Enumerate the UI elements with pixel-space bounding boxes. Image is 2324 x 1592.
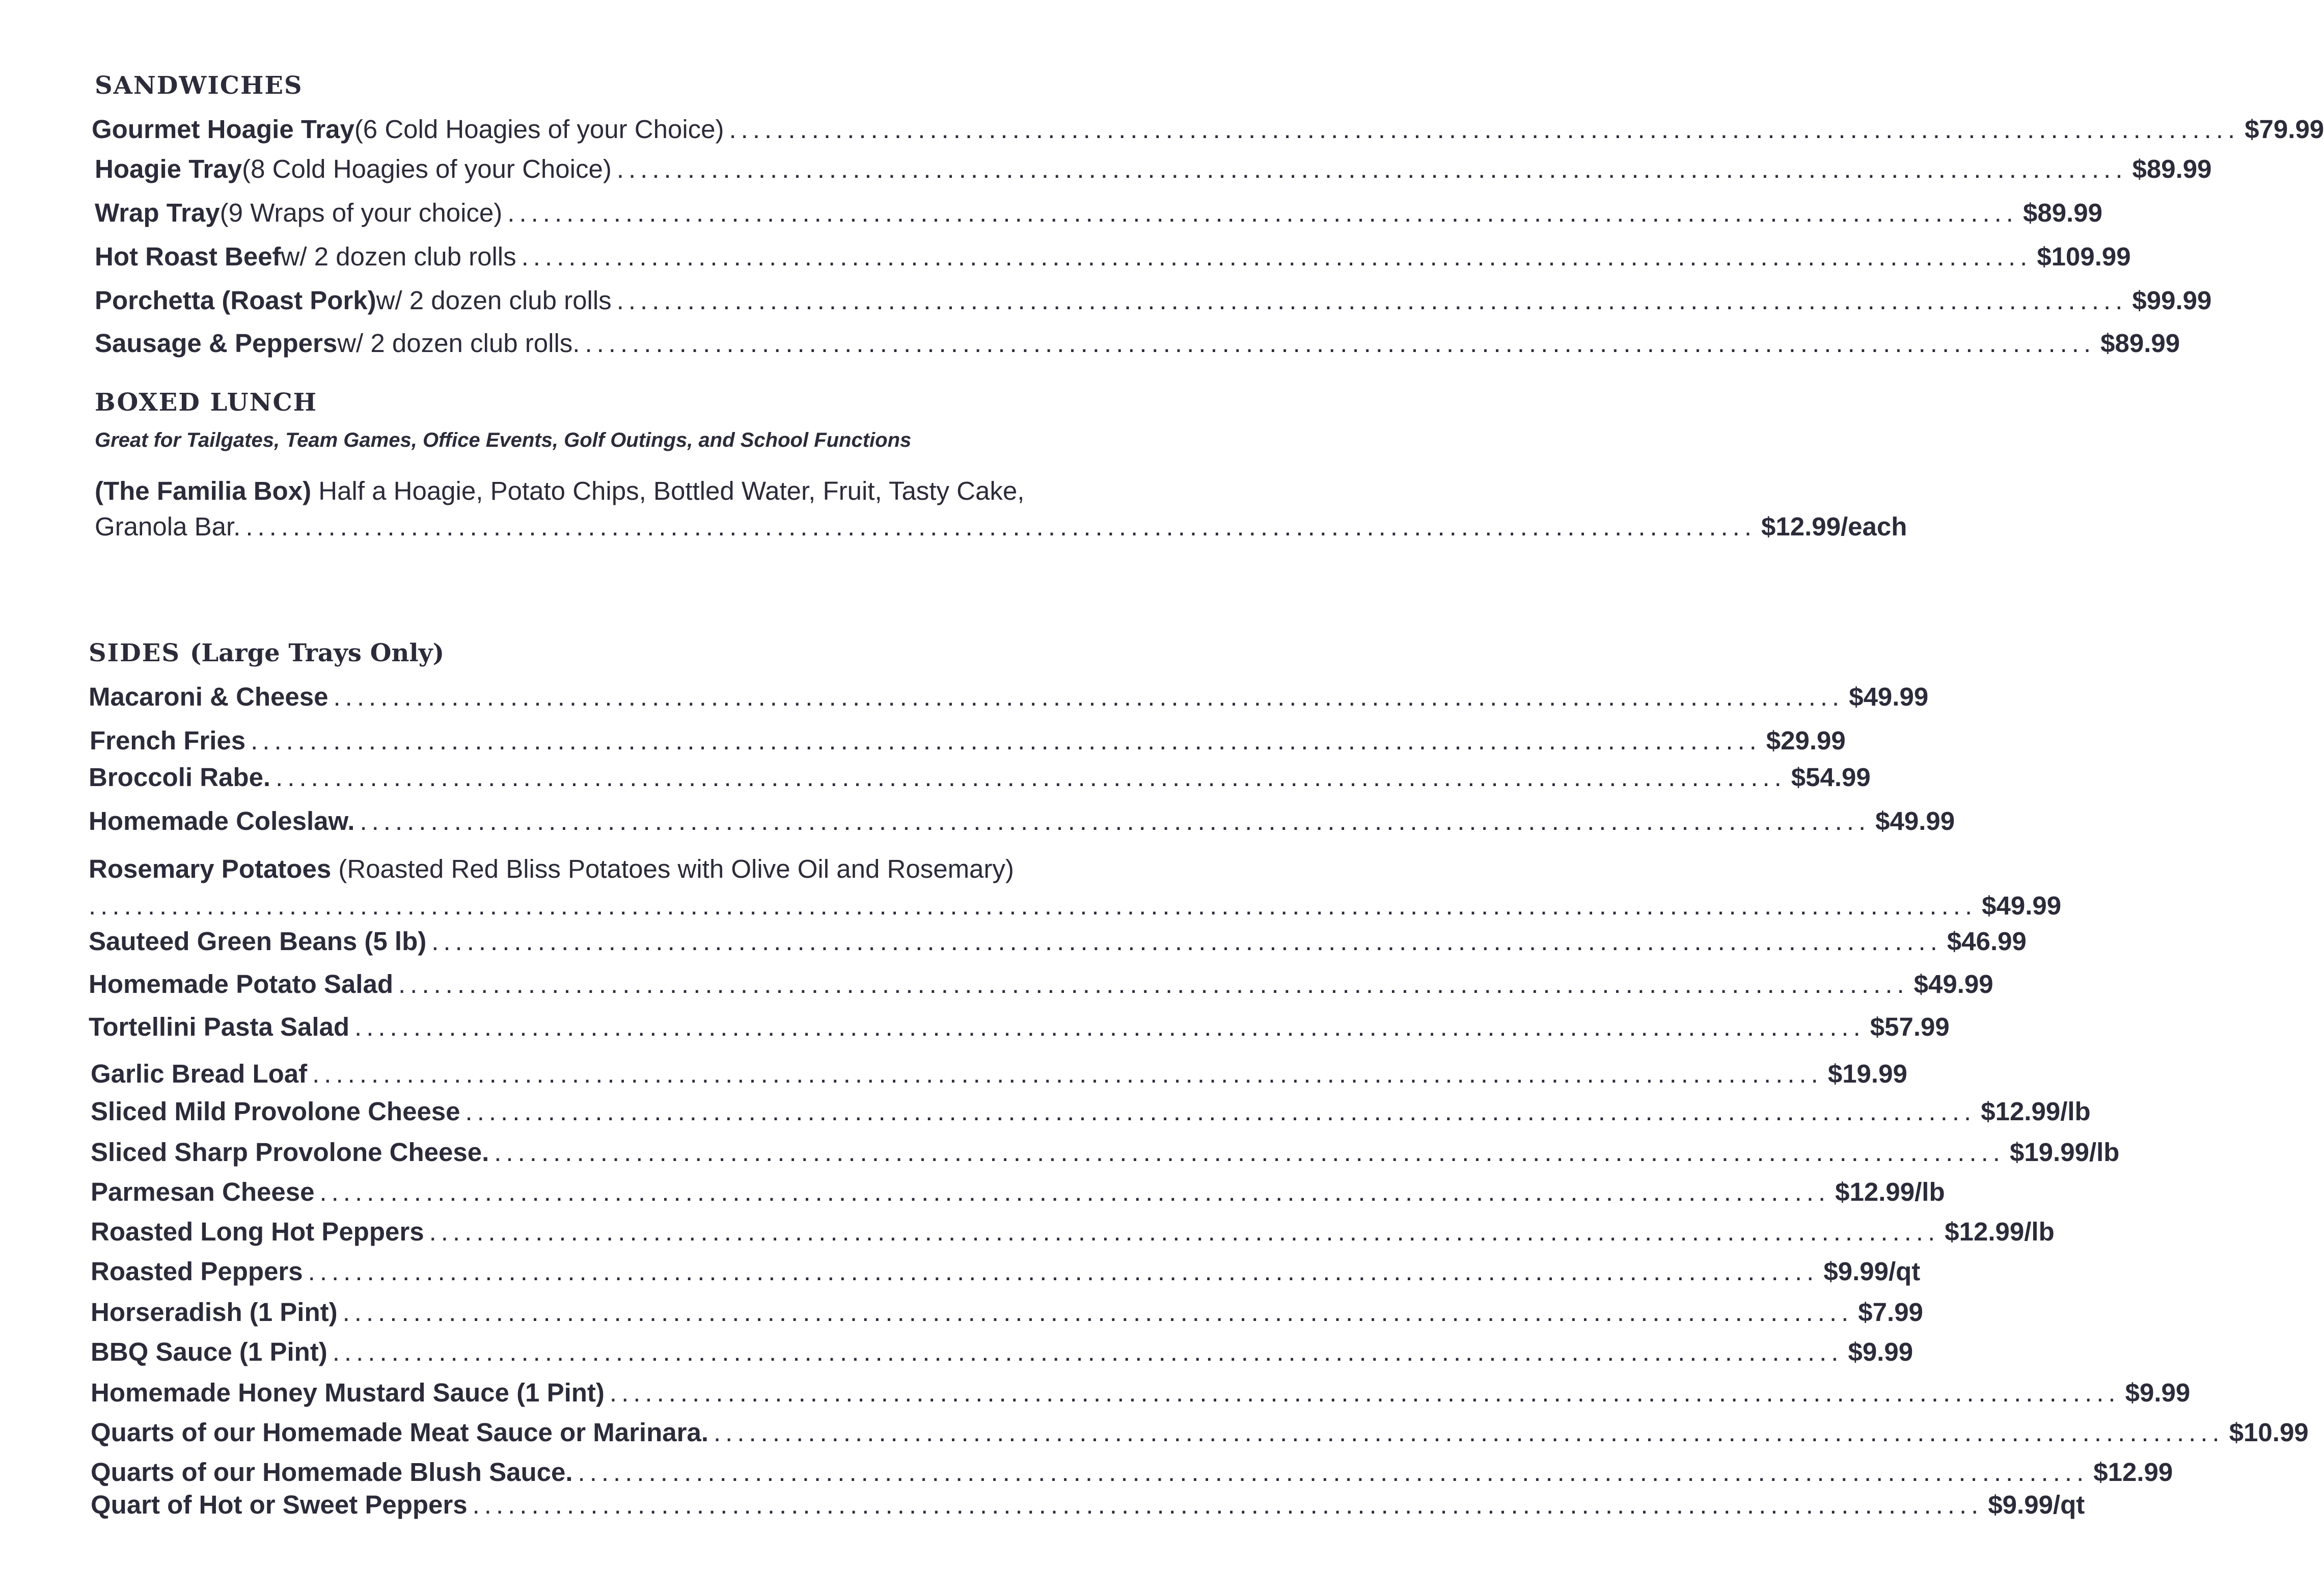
familia-box-line1 (95, 478, 1024, 504)
menu-item (91, 1097, 2091, 1126)
dot-leader: ................................................................................................................................ (616, 286, 2127, 315)
rosemary-potatoes-line1 (89, 856, 1014, 882)
item-price: $9.99/qt (1988, 1490, 2085, 1519)
dot-leader: ................................................................................................................................ (729, 115, 2240, 144)
menu-item (91, 1337, 1913, 1366)
item-price: $9.99 (1848, 1337, 1913, 1366)
dot-leader: ................................................................................................................................ (431, 927, 1942, 956)
item-price: $49.99 (1849, 682, 1929, 711)
dot-leader: ................................................................................................................................ (714, 1418, 2224, 1447)
dot-leader: ................................................................................................................................ (521, 242, 2032, 271)
item-name: Macaroni & Cheese (89, 682, 329, 711)
item-name: (The Familia Box) (95, 476, 312, 505)
item-name: Gourmet Hoagie Tray (92, 115, 354, 144)
dot-leader: ................................................................................................................................................................ (89, 891, 1977, 920)
sides-heading (89, 639, 444, 667)
item-name: Parmesan Cheese (91, 1177, 315, 1206)
item-desc: Half a Hoagie, Potato Chips, Bottled Water, Fruit, Tasty Cake, (311, 476, 1025, 505)
menu-item (89, 927, 2027, 956)
item-desc: w/ 2 dozen club rolls (281, 242, 516, 271)
item-name: Hoagie Tray (95, 154, 242, 183)
familia-box-line2 (95, 512, 1907, 541)
menu-item (95, 242, 2131, 271)
menu-item (95, 198, 2102, 227)
dot-leader: ................................................................................................................................ (354, 1012, 1865, 1041)
dot-leader: ................................................................................................................................ (398, 969, 1909, 999)
menu-item (91, 1418, 2309, 1447)
item-name: Sauteed Green Beans (5 lb) (89, 927, 427, 956)
menu-item (91, 1059, 1907, 1088)
menu-item (90, 726, 1846, 755)
item-name: Sausage & Peppers (95, 329, 338, 358)
item-price: $10.99 (2229, 1418, 2309, 1447)
item-desc: Granola Bar. (95, 512, 241, 541)
menu-item (91, 1378, 2191, 1407)
menu-item (91, 1217, 2055, 1246)
dot-leader: ................................................................................................................................ (332, 1337, 1843, 1366)
menu-item (91, 1257, 1921, 1286)
dot-leader: ................................................................................................................................ (251, 726, 1761, 755)
item-price: $12.99/lb (1835, 1177, 1945, 1206)
item-price: $49.99 (1982, 891, 2062, 920)
item-desc: (6 Cold Hoagies of your Choice) (354, 115, 724, 144)
item-price: $54.99 (1791, 763, 1871, 792)
item-name: Quarts of our Homemade Blush Sauce. (91, 1458, 573, 1487)
item-price: $57.99 (1870, 1012, 1950, 1041)
item-desc: (9 Wraps of your choice) (220, 198, 503, 227)
item-price: $12.99 (2093, 1458, 2173, 1487)
item-price: $19.99/lb (2009, 1138, 2120, 1167)
item-name: Hot Roast Beef (95, 242, 281, 271)
sides-subtitle: (Large Trays Only) (189, 639, 445, 667)
item-name: Sliced Sharp Provolone Cheese. (91, 1138, 489, 1167)
menu-item (91, 1298, 1923, 1327)
item-name: Homemade Potato Salad (89, 969, 393, 999)
boxed-lunch-tagline: Great for Tailgates, Team Games, Office Events, Golf Outings, and School Functions (95, 429, 912, 451)
item-desc: (Roasted Red Bliss Potatoes with Olive Oil and Rosemary) (331, 854, 1014, 883)
dot-leader: ................................................................................................................................ (276, 763, 1786, 792)
item-name: Quarts of our Homemade Meat Sauce or Marinara. (91, 1418, 708, 1447)
item-name: Quart of Hot or Sweet Peppers (91, 1490, 468, 1519)
item-price: $49.99 (1913, 969, 1993, 999)
item-price: $12.99/lb (1945, 1217, 2055, 1246)
item-desc: w/ 2 dozen club rolls (376, 286, 612, 315)
dot-leader: ................................................................................................................................ (494, 1138, 2005, 1167)
item-price: $109.99 (2037, 242, 2131, 271)
item-price: $12.99/each (1761, 512, 1907, 541)
item-name: BBQ Sauce (1 Pint) (91, 1337, 327, 1366)
item-name: Roasted Peppers (91, 1257, 303, 1286)
dot-leader: ................................................................................................................................ (429, 1217, 1940, 1246)
item-price: $99.99 (2132, 286, 2212, 315)
menu-item (95, 154, 2212, 183)
item-name: Homemade Honey Mustard Sauce (1 Pint) (91, 1378, 605, 1407)
item-price: $89.99 (2100, 329, 2180, 358)
item-name: Rosemary Potatoes (89, 854, 332, 883)
item-price: $9.99/qt (1823, 1257, 1921, 1286)
sandwiches-heading: SANDWICHES (95, 71, 303, 100)
item-name: Broccoli Rabe. (89, 763, 271, 792)
boxed-lunch-heading: BOXED LUNCH (95, 388, 318, 417)
item-name: French Fries (90, 726, 246, 755)
item-price: $12.99/lb (1981, 1097, 2091, 1126)
item-price: $19.99 (1827, 1059, 1907, 1088)
menu-item (89, 1012, 1950, 1041)
menu-item (91, 1490, 2085, 1519)
item-name: Homemade Coleslaw. (89, 806, 355, 835)
item-price: $89.99 (2022, 198, 2102, 227)
dot-leader: ................................................................................................................................ (319, 1177, 1830, 1206)
menu-item (89, 806, 1955, 835)
dot-leader: ................................................................................................................................ (507, 198, 2018, 227)
item-name: Tortellini Pasta Salad (89, 1012, 350, 1041)
menu-item (95, 286, 2212, 315)
menu-item (92, 115, 2324, 144)
rosemary-potatoes-line2 (89, 891, 2062, 920)
menu-item (91, 1458, 2173, 1487)
dot-leader: ................................................................................................................................ (472, 1490, 1983, 1519)
sides-title: SIDES (89, 639, 180, 667)
dot-leader: ................................................................................................................................ (342, 1298, 1853, 1327)
item-name: Horseradish (1 Pint) (91, 1298, 338, 1327)
menu-item (95, 329, 2180, 358)
menu-item (89, 682, 1929, 711)
dot-leader: ................................................................................................................................ (609, 1378, 2120, 1407)
dot-leader: ................................................................................................................................ (585, 329, 2096, 358)
menu-item (89, 969, 1993, 999)
item-desc: (8 Cold Hoagies of your Choice) (242, 154, 612, 183)
dot-leader: ................................................................................................................................ (616, 154, 2127, 183)
item-desc: w/ 2 dozen club rolls. (337, 329, 580, 358)
item-price: $9.99 (2125, 1378, 2191, 1407)
item-price: $7.99 (1858, 1298, 1923, 1327)
item-name: Sliced Mild Provolone Cheese (91, 1097, 460, 1126)
dot-leader: ................................................................................................................................ (333, 682, 1844, 711)
item-name: Garlic Bread Loaf (91, 1059, 308, 1088)
item-name: Porchetta (Roast Pork) (95, 286, 376, 315)
dot-leader: ................................................................................................................................ (308, 1257, 1819, 1286)
dot-leader: ................................................................................................................................ (465, 1097, 1976, 1126)
menu-item (91, 1177, 1945, 1206)
item-price: $89.99 (2132, 154, 2212, 183)
item-name: Roasted Long Hot Peppers (91, 1217, 424, 1246)
dot-leader: ................................................................................................................................ (312, 1059, 1823, 1088)
menu-item (89, 763, 1871, 792)
dot-leader: ................................................................................................................................ (360, 806, 1871, 835)
item-price: $46.99 (1947, 927, 2027, 956)
item-price: $29.99 (1766, 726, 1846, 755)
item-name: Wrap Tray (95, 198, 220, 227)
menu-item (91, 1138, 2120, 1167)
item-price: $49.99 (1875, 806, 1955, 835)
dot-leader: ................................................................................................................................ (578, 1458, 2089, 1487)
item-price: $79.99 (2245, 115, 2324, 144)
dot-leader: ................................................................................................................................ (245, 512, 1757, 541)
